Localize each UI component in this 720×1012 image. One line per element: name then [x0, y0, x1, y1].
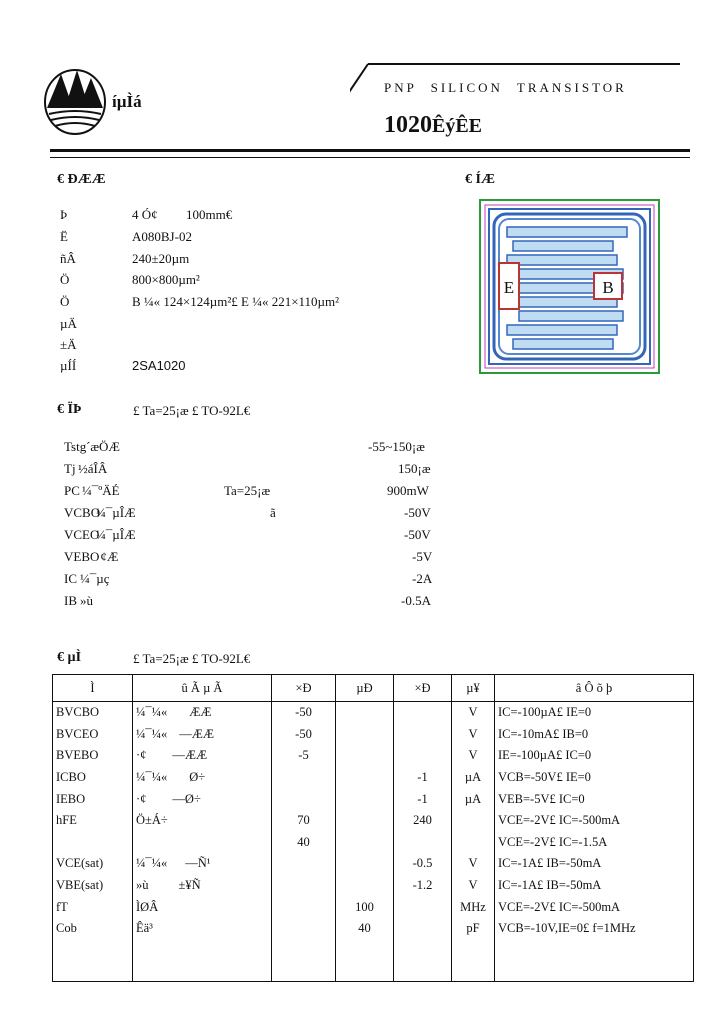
chip-row-3-value: 240±20µm — [132, 251, 190, 266]
row-name-sym: Ø÷ — [189, 770, 206, 785]
row-param: IEBO — [53, 788, 133, 810]
row-typ: 100 — [336, 896, 394, 918]
row-max: -1 — [394, 767, 452, 789]
row-name — [133, 724, 272, 746]
abs-row-3-desc: ¼¯ºÄÉ — [82, 483, 120, 498]
row-min — [272, 767, 336, 789]
row-name-sym: ±¥Ñ — [178, 878, 201, 893]
row-typ — [336, 767, 394, 789]
row-min — [272, 875, 336, 897]
row-param: Cob — [53, 918, 133, 940]
elec-section-title: € µÌ — [57, 650, 82, 665]
row-unit: V — [452, 724, 495, 746]
row-min: 40 — [272, 832, 336, 854]
part-number-digits: 1020 — [384, 112, 432, 138]
diagram-section-title: € ÍÆ — [465, 172, 495, 187]
row-max: -1 — [394, 788, 452, 810]
row-name — [133, 788, 272, 810]
row-unit: MHz — [452, 896, 495, 918]
row-name-sym: —ÆÆ — [179, 726, 214, 741]
row-param: fT — [53, 896, 133, 918]
chip-row-4-label: Ö — [60, 272, 70, 287]
filler-cell — [133, 940, 272, 982]
company-logo — [43, 68, 107, 136]
row-param: hFE — [53, 810, 133, 832]
row-typ — [336, 875, 394, 897]
row-min: -50 — [272, 724, 336, 746]
abs-row-7-param: IC — [64, 571, 77, 586]
row-min — [272, 788, 336, 810]
row-name — [133, 745, 272, 767]
row-unit: V — [452, 875, 495, 897]
chip-row-8-label: µÍÍ — [60, 358, 77, 373]
row-cond: VCE=-2V£ IC=-500mA — [495, 810, 694, 832]
row-typ — [336, 702, 394, 724]
row-typ — [336, 832, 394, 854]
header-rule-bottom — [50, 157, 690, 158]
row-min: 70 — [272, 810, 336, 832]
row-max — [394, 896, 452, 918]
characteristics-table — [52, 674, 694, 982]
row-typ: 40 — [336, 918, 394, 940]
row-unit: V — [452, 745, 495, 767]
abs-row-4-param: VCBO — [64, 505, 101, 520]
chip-row-5-label: Ö — [60, 294, 70, 309]
elec-section-condition: £ Ta=25¡æ £ TO-92L€ — [133, 651, 251, 666]
row-name — [133, 875, 272, 897]
row-param: BVCBO — [53, 702, 133, 724]
row-name-text: Ö±Á÷ — [136, 813, 168, 828]
row-name-text: ÌØÂ — [136, 899, 159, 914]
row-typ — [336, 853, 394, 875]
abs-row-1-value: -55~150¡æ — [368, 439, 425, 454]
abs-row-6-param: VEBO — [64, 549, 100, 564]
row-name-text: ¼¯¼« — [136, 705, 168, 720]
row-name — [133, 767, 272, 789]
abs-row-3-param: PC — [64, 483, 80, 498]
row-name-text: »ù — [136, 878, 149, 893]
row-name-sym: —Ø÷ — [172, 791, 201, 806]
row-max: -1.2 — [394, 875, 452, 897]
row-max: 240 — [394, 810, 452, 832]
header-param: Ì — [53, 675, 133, 702]
table-row — [53, 810, 694, 832]
row-cond: VCB=-10V,IE=0£ f=1MHz — [495, 918, 694, 940]
row-name-text: ¼¯¼« — [136, 726, 168, 741]
row-name — [133, 853, 272, 875]
row-cond: IC=-1A£ IB=-50mA — [495, 875, 694, 897]
row-cond: IC=-1A£ IB=-50mA — [495, 853, 694, 875]
abs-row-2-value: 150¡æ — [398, 461, 431, 476]
row-name-text: ·¢ — [136, 791, 147, 806]
row-param: ICBO — [53, 767, 133, 789]
filler-cell — [452, 940, 495, 982]
row-max — [394, 724, 452, 746]
part-number — [384, 112, 482, 139]
row-typ — [336, 745, 394, 767]
row-typ — [336, 788, 394, 810]
row-cond: IE=-100µA£ IC=0 — [495, 745, 694, 767]
table-header-row — [53, 675, 694, 702]
row-cond: IC=-10mA£ IB=0 — [495, 724, 694, 746]
row-cond: VCB=-50V£ IE=0 — [495, 767, 694, 789]
diagram-label-b: B — [602, 278, 614, 297]
row-unit: V — [452, 702, 495, 724]
part-number-suffix: ÊýÊE — [432, 115, 483, 137]
row-name — [133, 702, 272, 724]
abs-row-8-value: -0.5A — [401, 593, 431, 608]
row-unit: µA — [452, 767, 495, 789]
filler-cell — [53, 940, 133, 982]
row-name-text: ¼¯¼« — [136, 770, 168, 785]
row-max — [394, 745, 452, 767]
diagram-label-e: E — [503, 278, 515, 297]
row-name — [133, 810, 272, 832]
chip-row-1-label: Þ — [60, 207, 68, 222]
row-unit: V — [452, 853, 495, 875]
table-row — [53, 853, 694, 875]
row-param: VCE(sat) — [53, 853, 133, 875]
row-cond: VEB=-5V£ IC=0 — [495, 788, 694, 810]
abs-section-condition: £ Ta=25¡æ £ TO-92L€ — [133, 403, 251, 418]
header-typ: µÐ — [336, 675, 394, 702]
chip-row-3-label: ñÂ — [60, 251, 76, 266]
row-max: -0.5 — [394, 853, 452, 875]
row-max — [394, 702, 452, 724]
header-name: û Ã µ Ã — [133, 675, 272, 702]
row-min — [272, 918, 336, 940]
row-typ — [336, 810, 394, 832]
chip-row-1-value: 4 Ó¢ — [132, 207, 158, 222]
table-row — [53, 832, 694, 854]
row-unit — [452, 810, 495, 832]
chip-row-4-value: 800×800µm² — [132, 272, 200, 287]
table-row — [53, 918, 694, 940]
abs-row-7-value: -2A — [412, 571, 433, 586]
abs-section-title: € ÏÞ — [57, 402, 82, 417]
row-param: VBE(sat) — [53, 875, 133, 897]
table-row — [53, 788, 694, 810]
abs-row-2-desc: ½áÎÂ — [78, 461, 108, 476]
chip-row-5-value: B ¼« 124×124µm²£ E ¼« 221×110µm² — [132, 294, 340, 309]
row-name-text: ¼¯¼« — [136, 856, 168, 871]
chip-row-2-value: A080BJ-02 — [132, 229, 192, 244]
row-typ — [336, 724, 394, 746]
table-filler-row — [53, 940, 694, 982]
table-row — [53, 745, 694, 767]
header-cond: â Ô õ þ — [495, 675, 694, 702]
row-unit: µA — [452, 788, 495, 810]
row-max — [394, 832, 452, 854]
row-unit: pF — [452, 918, 495, 940]
row-max — [394, 918, 452, 940]
row-min: -50 — [272, 702, 336, 724]
chip-row-1-value2: 100mm€ — [186, 207, 233, 222]
product-line: PNP SILICON TRANSISTOR — [384, 80, 627, 95]
abs-row-6-desc: ·¢Æ — [96, 549, 119, 564]
abs-row-8-param: IB — [64, 593, 77, 608]
header-rule-top — [50, 149, 690, 152]
table-row — [53, 875, 694, 897]
abs-row-5-value: -50V — [404, 527, 431, 542]
header-max: ×Ð — [394, 675, 452, 702]
abs-row-3-cond: Ta=25¡æ — [224, 483, 271, 498]
row-param: BVCEO — [53, 724, 133, 746]
header-unit: µ¥ — [452, 675, 495, 702]
filler-cell — [272, 940, 336, 982]
row-param: BVEBO — [53, 745, 133, 767]
filler-cell — [394, 940, 452, 982]
abs-row-6-value: -5V — [412, 549, 433, 564]
row-min — [272, 853, 336, 875]
row-name-text: Êä³ — [136, 921, 153, 936]
abs-row-4-value: -50V — [404, 505, 431, 520]
row-name — [133, 918, 272, 940]
table-row — [53, 896, 694, 918]
abs-row-1-param: Tstg — [64, 439, 87, 454]
abs-row-3-value: 900mW — [387, 483, 429, 498]
abs-row-7-desc: ¼¯µç — [80, 571, 110, 586]
row-cond: VCE=-2V£ IC=-1.5A — [495, 832, 694, 854]
row-param — [53, 832, 133, 854]
filler-cell — [495, 940, 694, 982]
row-name-sym: ÆÆ — [189, 705, 212, 720]
filler-cell — [336, 940, 394, 982]
chip-layout-diagram — [479, 199, 660, 374]
row-name-sym: —Ñ¹ — [185, 856, 211, 871]
abs-row-5-desc: ¼¯µÎÆ — [96, 527, 136, 542]
chip-row-8-value: 2SA1020 — [132, 358, 186, 373]
chip-row-6-label: µÄ — [60, 316, 77, 331]
chip-row-7-label: ±Ä — [60, 337, 77, 352]
company-name: íµÌá — [112, 92, 142, 111]
row-cond: VCE=-2V£ IC=-500mA — [495, 896, 694, 918]
abs-row-8-desc: »ù — [80, 593, 93, 608]
row-name — [133, 832, 272, 854]
table-row — [53, 702, 694, 724]
header-min: ×Ð — [272, 675, 336, 702]
row-min — [272, 896, 336, 918]
table-row — [53, 767, 694, 789]
row-name-sym: —ÆÆ — [172, 748, 208, 763]
abs-row-4-cond: ã — [270, 505, 276, 520]
row-name-text: ·¢ — [136, 748, 147, 763]
abs-row-2-param: Tj — [64, 461, 76, 476]
row-min: -5 — [272, 745, 336, 767]
logo-mountains-icon — [43, 68, 107, 136]
row-cond: IC=-100µA£ IE=0 — [495, 702, 694, 724]
chip-row-2-label: Ë — [60, 229, 68, 244]
abs-row-5-param: VCEO — [64, 527, 100, 542]
row-name — [133, 896, 272, 918]
abs-row-4-desc: ¼¯µÎÆ — [96, 505, 136, 520]
table-row — [53, 724, 694, 746]
row-unit — [452, 832, 495, 854]
abs-row-1-desc: ´æÖÆ — [86, 439, 120, 454]
chip-section-title: € ÐÆÆ — [57, 172, 106, 187]
